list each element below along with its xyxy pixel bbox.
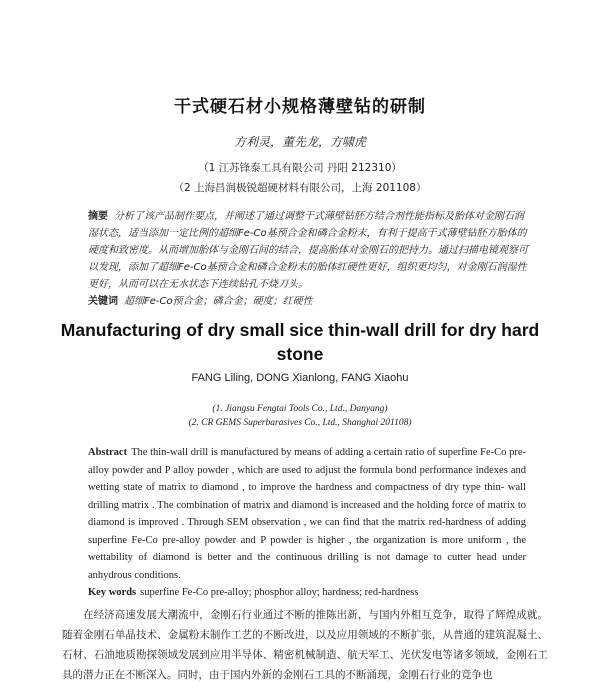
chinese-keywords	[88, 293, 528, 310]
english-keywords-label: Key words	[88, 587, 137, 598]
english-abstract-block	[88, 444, 526, 602]
english-title: Manufacturing of dry small sice thin-wall drill for dry hard stone	[60, 320, 540, 364]
chinese-title: 干式硬石材小规格薄壁钻的研制	[174, 97, 426, 117]
chinese-authors: 方利灵，董先龙，方啸虎	[233, 135, 366, 149]
chinese-abstract	[88, 208, 528, 293]
english-abstract	[88, 444, 526, 584]
english-keywords	[88, 584, 526, 602]
english-abstract-label: Abstract	[88, 447, 128, 458]
body-paragraph: 在经济高速发展大潮流中，金刚石行业通过不断的推陈出新，与国内外相互竞争，取得了辉煌成就。随着金刚石单晶技术、金属粉末制作工艺的不断改进，以及应用领域的不断扩张，从普通的建筑混凝土、石材、石油地质勘探领域发展到应用半导体、精密机械制造、航天军工、光伏发电等诸多领域，金刚石工具的潜力正在不断深入。同时，由于国内外新的金刚石工具的不断涌现，金刚石行业的竞争也	[62, 609, 548, 681]
english-affiliation-2: (2. CR GEMS Superbarasives Co., Ltd., Shanghai 201108)	[188, 418, 412, 428]
chinese-keywords-text: 超细Fe-Co预合金；磷合金；硬度；红硬性	[124, 296, 313, 307]
chinese-affiliation-1: （1 江苏锋泰工具有限公司 丹阳 212310）	[198, 162, 402, 174]
chinese-affiliation-2: （2 上海昌润极锐超硬材料有限公司，上海 201108）	[173, 182, 427, 194]
chinese-abstract-label: 摘要	[88, 211, 108, 222]
english-abstract-text: The thin-wall drill is manufactured by means of adding a certain ratio of superfine Fe-Co pre-alloy powder and P alloy powder , which are used to adjust the formula bond performance indexes and wetting state of matrix to diamond , to improve the hardness and compactness of dry type thin- wall drilling matrix . The combination of matrix and diamond is increased and the holding force of matrix to diamond is improved . Through SEM observation , we can find that the matrix red-hardness of adding superfine Fe-Co pre-alloy powder and P powder is higher , the organization is more uniform , the wettability of diamond is better and the continuous drilling is not damage to cutter head under anhydrous conditions.	[88, 447, 526, 581]
chinese-abstract-text: 分析了该产品制作要点，并阐述了通过调整干式薄壁钻胚方结合剂性能指标及胎体对金刚石润湿状态，适当添加一定比例的超细Fe-Co基预合金和磷合金粉末，有利于提高干式薄壁钻胚方胎体的硬度和致密度。从而增加胎体与金刚石间的结合，提高胎体对金刚石的把持力。通过扫描电镜观察可以发现，添加了超细Fe-Co基预合金和磷合金粉末的胎体红硬性更好，组织更均匀，对金刚石润湿性更好，从而可以在无水状态下连续钻孔不烧刀头。	[88, 211, 528, 290]
english-authors: FANG Liling, DONG Xianlong, FANG Xiaohu	[191, 372, 409, 384]
chinese-keywords-label: 关键词	[88, 296, 118, 307]
english-affiliation-1: (1. Jiangsu Fengtai Tools Co., Ltd., Danyang)	[212, 404, 388, 414]
chinese-abstract-block	[88, 208, 528, 310]
english-keywords-text: superfine Fe-Co pre-alloy; phosphor alloy; hardness; red-hardness	[140, 587, 419, 598]
